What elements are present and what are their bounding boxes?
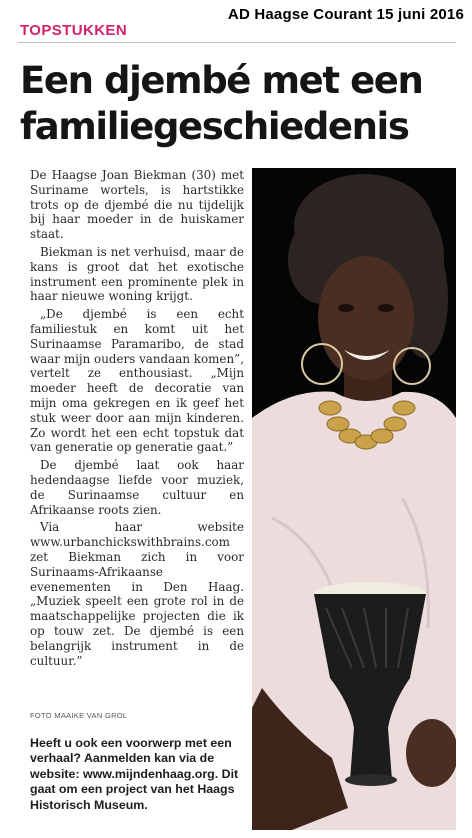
article-paragraph: Biekman is net verhuisd, maar de kans is groot dat het exotische instrument een prominente plek in haar nieuwe woning krijgt. xyxy=(30,244,244,304)
article-body xyxy=(30,168,244,671)
article-paragraph: Via haar website www.urbanchickswithbrains.com zet Biekman zich in voor Surinaams-Afrikaanse evenementen in Den Haag. „Muziek speelt een grote rol in de maatschappelijke projecten die ik op touw zet. De djembé is een belangrijk instrument in de cultuur.” xyxy=(30,520,244,668)
article-paragraph: „De djembé is een echt familiestuk en komt uit het Surinaamse Paramaribo, de stad waar mijn ouders vandaan komen”, vertelt ze enthousiast. „Mijn moeder heeft de decoratie van mijn oma gekregen en ik geef het stuk weer door aan mijn kinderen. Zo wordt het een echt topstuk dat van generatie op generatie gaat.” xyxy=(30,307,244,455)
article-photo xyxy=(252,168,456,830)
portrait-illustration xyxy=(252,168,456,830)
photo-credit: FOTO MAAIKE VAN GROL xyxy=(30,711,128,720)
newspaper-source: AD Haagse Courant 15 juni 2016 xyxy=(227,6,464,23)
article-headline: Een djembé met een familiegeschiedenis xyxy=(20,59,423,148)
article-paragraph: De Haagse Joan Biekman (30) met Suriname wortels, is hartstikke trots op de djembé die nu tijdelijk bij haar moeder in de huiskamer staat. xyxy=(30,168,244,242)
article-paragraph: De djembé laat ook haar hedendaagse liefde voor muziek, de Surinaamse cultuur en Afrikaanse roots zien. xyxy=(30,458,244,517)
face xyxy=(318,256,414,380)
section-divider xyxy=(18,42,456,43)
section-label: TOPSTUKKEN xyxy=(20,22,128,39)
call-to-action: Heeft u ook een voorwerp met een verhaal? Aanmelden kan via de website: www.mijndenhaag.org. Dit gaat om een project van het Haags Historisch Museum. xyxy=(30,736,239,812)
